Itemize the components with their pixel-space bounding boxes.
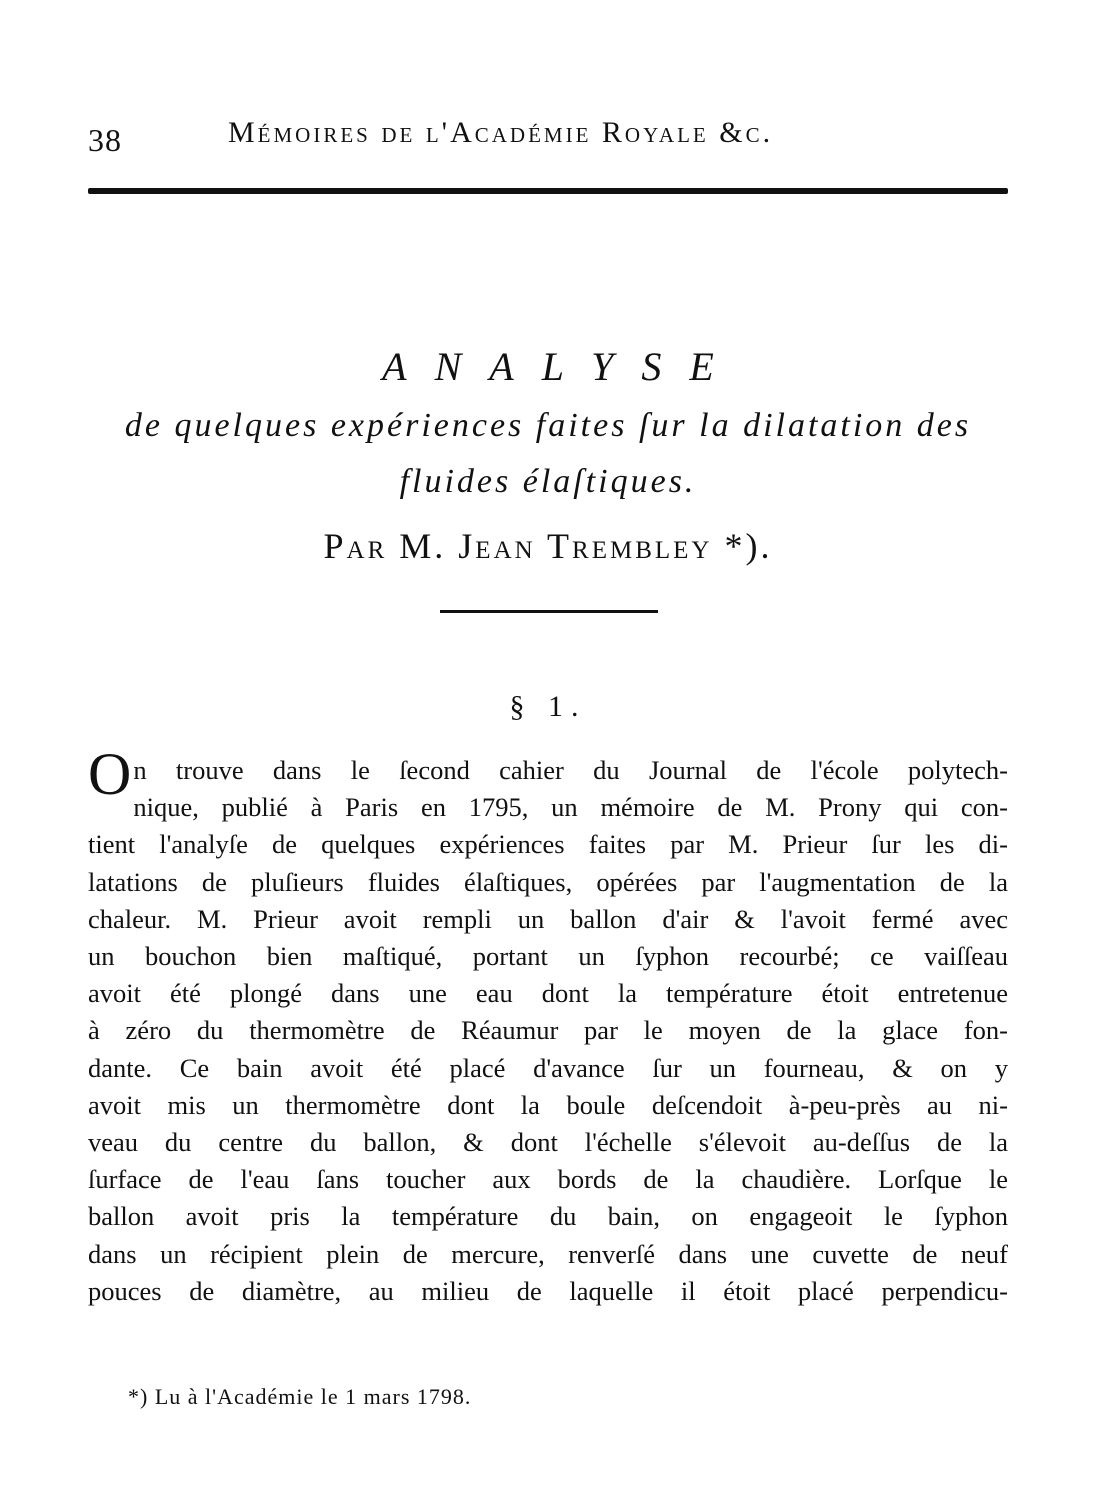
footnote: *) Lu à l'Académie le 1 mars 1798. xyxy=(128,1384,472,1409)
page-number: 38 xyxy=(88,122,122,158)
body-line: pouces de diamètre, au milieu de laquelle il étoit placé perpendicu- xyxy=(88,1275,1008,1306)
body-line: dante. Ce bain avoit été placé d'avance ſur un fourneau, & on y xyxy=(88,1052,1008,1083)
body-paragraph xyxy=(88,741,1008,1310)
body-line: dans un récipient plein de mercure, renverſé dans une cuvette de neuf xyxy=(88,1238,1008,1269)
body-line: tient l'analyſe de quelques expériences faites par M. Prieur ſur les di- xyxy=(88,829,1008,860)
body-line: un bouchon bien maſtiqué, portant un ſyphon recourbé; ce vaiſſeau xyxy=(88,941,1008,972)
body-line: latations de pluſieurs fluides élaſtiques, opérées par l'augmentation de la xyxy=(88,866,1008,897)
title-divider-rule xyxy=(440,610,658,613)
header-rule xyxy=(88,188,1008,194)
article-subtitle-line-2: fluides élaſtiques. xyxy=(399,463,697,500)
article-author: Par M. Jean Trembley *). xyxy=(323,526,773,566)
article-subtitle-line-1: de quelques expériences faites ſur la dilatation des xyxy=(124,407,972,444)
section-heading: § 1. xyxy=(509,690,587,723)
body-line: ſurface de l'eau ſans toucher aux bords de la chaudière. Lorſque le xyxy=(88,1164,1008,1195)
body-line: avoit été plongé dans une eau dont la température étoit entretenue xyxy=(88,978,1008,1009)
article-title: ANALYSE xyxy=(382,344,742,389)
body-line: n trouve dans le ſecond cahier du Journal de l'école polytech- xyxy=(133,755,1008,785)
drop-cap: O xyxy=(88,741,132,807)
body-line: nique, publié à Paris en 1795, un mémoire de M. Prony qui con- xyxy=(133,792,1008,823)
body-line: avoit mis un thermomètre dont la boule deſcendoit à-peu-près au ni- xyxy=(88,1089,1008,1120)
body-line: veau du centre du ballon, & dont l'échelle s'élevoit au-deſſus de la xyxy=(88,1127,1008,1158)
running-title: Mémoires de l'Académie Royale &c. xyxy=(228,116,774,149)
title-block xyxy=(88,340,1008,572)
body-line: à zéro du thermomètre de Réaumur par le moyen de la glace fon- xyxy=(88,1015,1008,1046)
running-header xyxy=(88,112,1008,162)
body-line: ballon avoit pris la température du bain, on engageoit le ſyphon xyxy=(88,1201,1008,1232)
body-line: chaleur. M. Prieur avoit rempli un ballon d'air & l'avoit fermé avec xyxy=(88,903,1008,934)
